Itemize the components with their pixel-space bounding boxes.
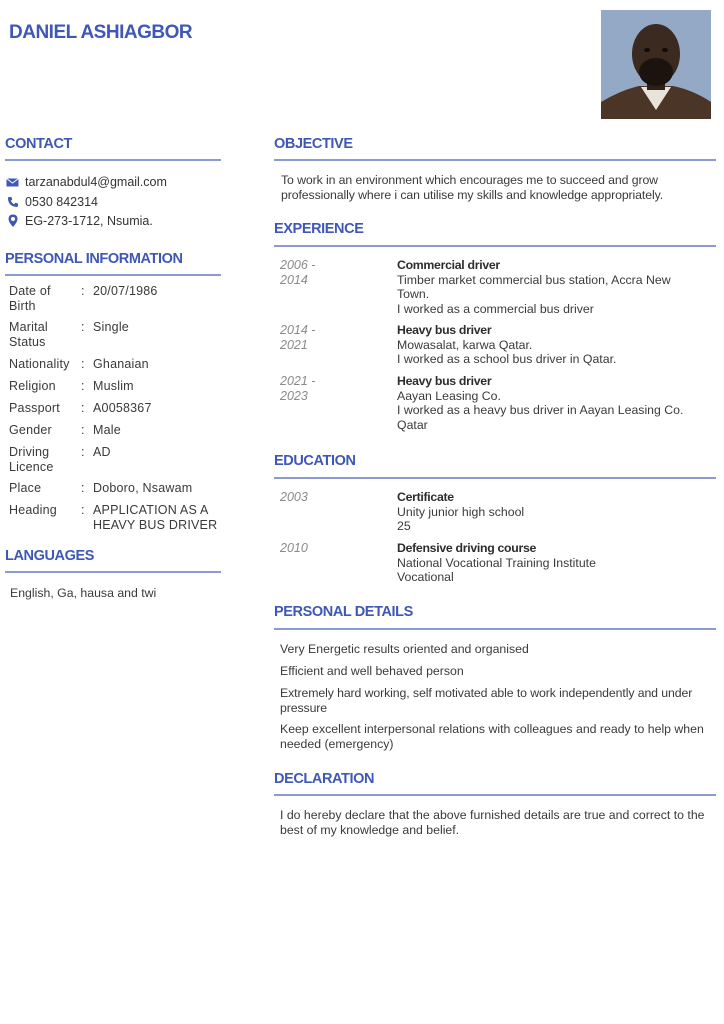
experience-entry [397,323,697,367]
education-institution: National Vocational Training Institute [397,555,596,570]
personal-detail-item: Keep excellent interpersonal relations with colleagues and ready to help when needed (emergency) [280,722,704,751]
info-colon: : [81,481,85,495]
personal-details-divider [274,628,716,630]
education-date: 2003 [280,490,308,504]
declaration-text: I do hereby declare that the above furnished details are true and correct to the best of my knowledge and belief. [280,808,705,837]
experience-description: I worked as a heavy bus driver in Aayan Leasing Co. Qatar [397,403,684,432]
info-colon: : [81,423,85,437]
education-institution: Unity junior high school [397,504,525,519]
objective-divider [274,159,716,161]
experience-entry [397,374,697,432]
info-colon: : [81,401,85,415]
declaration-heading: DECLARATION [274,771,375,787]
languages-divider [5,571,221,573]
objective-heading: OBJECTIVE [274,136,353,152]
info-colon: : [81,445,85,459]
experience-title: Heavy bus driver [397,323,492,337]
info-value: Male [93,423,121,437]
info-label: Driving Licence [9,445,54,474]
experience-place: Timber market commercial bus station, Accra New Town. [397,272,671,301]
info-value: AD [93,445,111,459]
languages-text: English, Ga, hausa and twi [10,586,157,600]
experience-divider [274,245,716,247]
location-pin-icon [5,214,20,228]
info-value: Ghanaian [93,357,149,371]
info-label: Gender [9,423,52,437]
objective-text: To work in an environment which encourages me to succeed and grow professionally where i can utilise my skills and knowledge appropriately. [281,173,664,202]
info-label: Religion [9,379,56,393]
personal-detail-item: Extremely hard working, self motivated able to work independently and under pressure [280,686,693,715]
contact-address [5,214,153,228]
info-colon: : [81,284,85,298]
personal-information-divider [5,274,221,276]
info-colon: : [81,379,85,393]
info-label: Nationality [9,357,70,371]
experience-title: Heavy bus driver [397,374,492,388]
languages-heading: LANGUAGES [5,548,95,564]
info-colon: : [81,320,85,334]
contact-divider [5,159,221,161]
contact-heading: CONTACT [5,136,73,152]
personal-detail-item: Efficient and well behaved person [280,664,464,678]
experience-date: 2014 - 2021 [280,323,316,352]
education-detail: Vocational [397,570,454,584]
info-colon: : [81,503,85,517]
contact-phone [5,195,98,209]
info-value: 20/07/1986 [93,284,158,298]
experience-date: 2021 - 2023 [280,374,316,403]
personal-details-heading: PERSONAL DETAILS [274,604,413,620]
info-colon: : [81,357,85,371]
info-label: Place [9,481,42,495]
education-entry [397,490,697,534]
info-value: Muslim [93,379,134,393]
education-entry [397,541,697,585]
experience-description: I worked as a commercial bus driver [397,301,594,316]
candidate-name: DANIEL ASHIAGBOR [9,22,193,43]
info-label: Marital Status [9,320,48,349]
info-label: Passport [9,401,60,415]
address-text: EG-273-1712, Nsumia. [25,214,153,228]
experience-date: 2006 - 2014 [280,258,316,287]
experience-place: Aayan Leasing Co. [397,388,501,403]
personal-detail-item: Very Energetic results oriented and organised [280,642,529,656]
info-value: APPLICATION AS A HEAVY BUS DRIVER [93,503,218,532]
info-label: Date of Birth [9,284,51,313]
info-value: Single [93,320,129,334]
experience-heading: EXPERIENCE [274,221,364,237]
contact-email [5,175,167,189]
info-value: Doboro, Nsawam [93,481,193,495]
phone-icon [5,195,20,209]
education-divider [274,477,716,479]
email-text: tarzanabdul4@gmail.com [25,175,167,189]
declaration-divider [274,794,716,796]
personal-information-heading: PERSONAL INFORMATION [5,251,183,267]
profile-photo [601,10,711,119]
info-label: Heading [9,503,57,517]
education-title: Defensive driving course [397,541,537,555]
experience-title: Commercial driver [397,258,500,272]
education-heading: EDUCATION [274,453,356,469]
envelope-icon [5,175,20,189]
experience-description: I worked as a school bus driver in Qatar. [397,352,617,366]
phone-text: 0530 842314 [25,195,98,209]
experience-place: Mowasalat, karwa Qatar. [397,337,533,352]
info-value: A0058367 [93,401,152,415]
experience-entry [397,258,697,316]
education-title: Certificate [397,490,454,504]
education-detail: 25 [397,519,411,533]
education-date: 2010 [280,541,308,555]
